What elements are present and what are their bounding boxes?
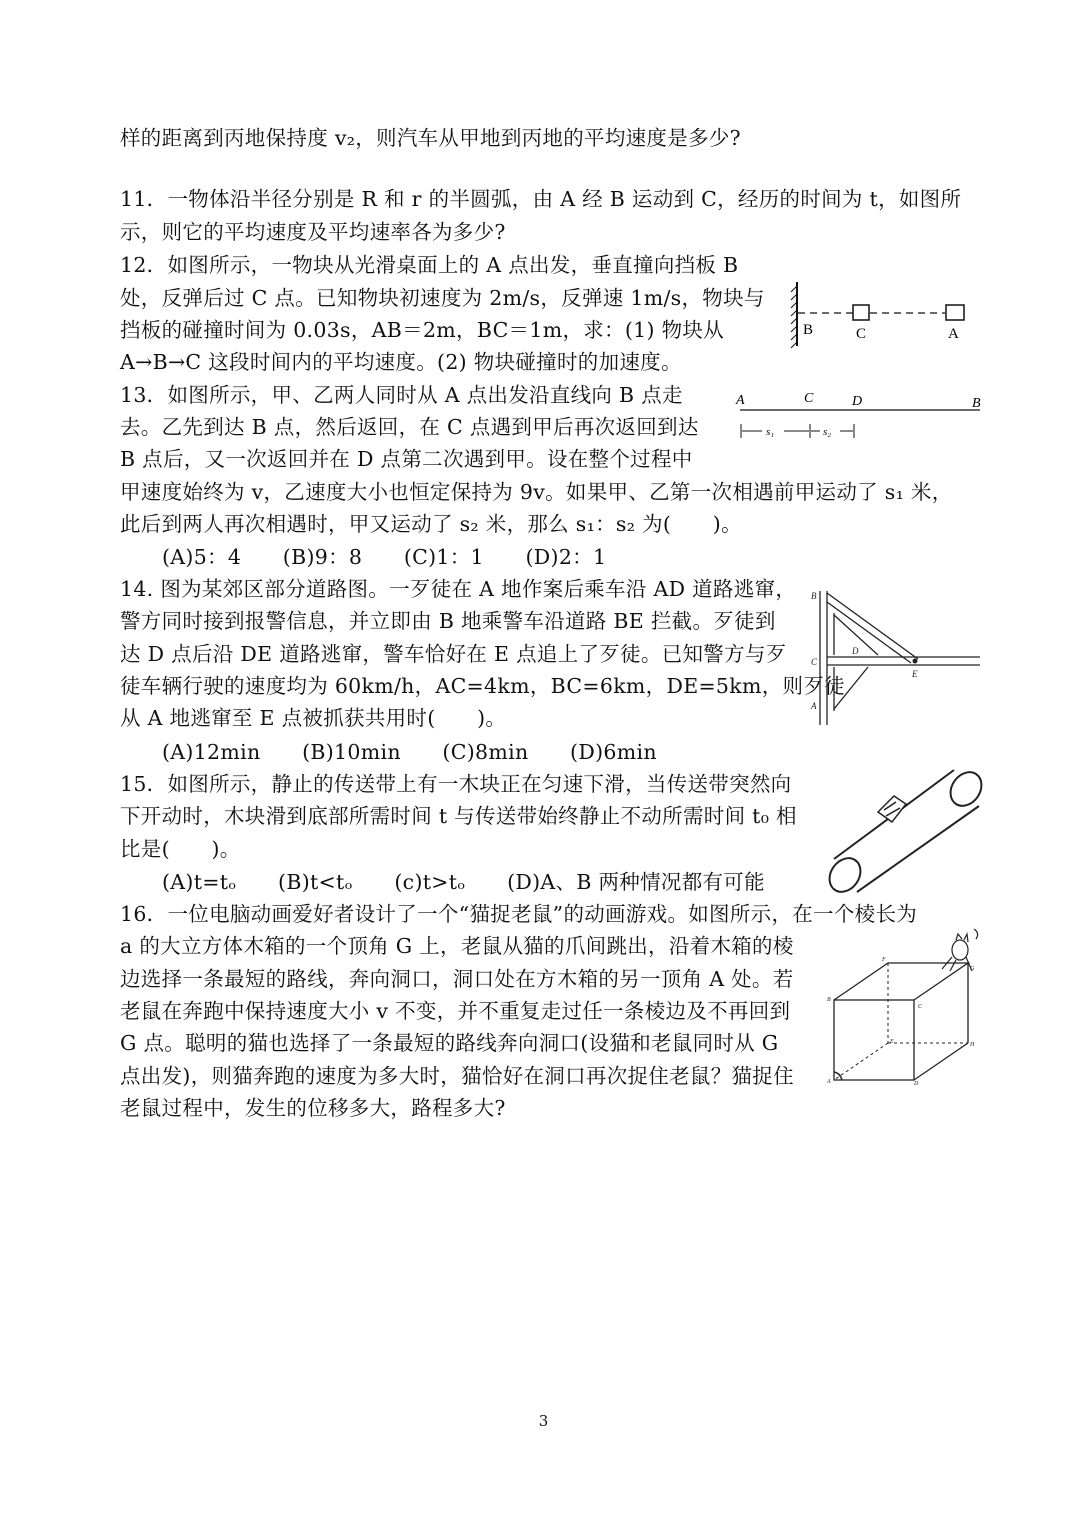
- options-13: (A)5：4 (B)9：8 (C)1：1 (D)2：1: [162, 545, 607, 569]
- figure-16: [826, 925, 986, 1085]
- label-b: B: [827, 997, 831, 1003]
- label-c: C: [804, 391, 814, 406]
- label-e: E: [912, 669, 918, 679]
- label-s1: s₁: [766, 426, 775, 438]
- page-number: 3: [538, 1412, 549, 1430]
- label-d: D: [914, 1081, 919, 1085]
- question-11: 11．一物体沿半径分别是 R 和 r 的半圆弧，由 A 经 B 运动到 C，经历的时间为 t，如图所: [120, 187, 962, 211]
- text-line: A→B→C 这段时间内的平均速度。(2) 物块碰撞时的加速度。: [120, 350, 682, 374]
- figure-12: [785, 278, 975, 350]
- text-line: 老鼠在奔跑中保持速度大小 v 不变，并不重复走过任一条棱边及不再回到: [120, 999, 791, 1023]
- text-line: 边选择一条最短的路线，奔向洞口，洞口处在方木箱的另一顶角 A 处。若: [120, 967, 794, 991]
- figure-14: [808, 585, 986, 730]
- label-s2: s₂: [823, 426, 832, 438]
- label-b: B: [803, 322, 814, 338]
- label-a: A: [827, 1079, 831, 1085]
- text-line: 达 D 点后沿 DE 道路逃窜，警车恰好在 E 点追上了歹徒。已知警方与歹: [120, 642, 787, 666]
- text-line: 徒车辆行驶的速度均为 60km/h，AC=4km，BC=6km，DE=5km，则歹徒: [120, 674, 845, 698]
- text-line: 从 A 地逃窜至 E 点被抓获共用时( )。: [120, 706, 507, 730]
- label-b: B: [972, 396, 981, 411]
- question-15: 15．如图所示，静止的传送带上有一木块正在匀速下滑，当传送带突然向: [120, 772, 792, 796]
- text-line: 老鼠过程中，发生的位移多大，路程多大?: [120, 1096, 506, 1120]
- text-line: 处，反弹后过 C 点。已知物块初速度为 2m/s，反弹速 1m/s，物块与: [120, 286, 765, 310]
- figure-15: [826, 764, 986, 899]
- label-g: G: [970, 966, 975, 972]
- label-c: C: [918, 1004, 923, 1010]
- text-line: 甲速度始终为 v，乙速度大小也恒定保持为 9v。如果甲、乙第一次相遇前甲运动了 s₁ 米，: [120, 480, 953, 504]
- options-14: (A)12min (B)10min (C)8min (D)6min: [162, 740, 657, 764]
- label-a: A: [811, 701, 817, 711]
- question-16: 16．一位电脑动画爱好者设计了一个“猫捉老鼠”的动画游戏。如图所示，在一个棱长为: [120, 902, 918, 926]
- text-line: 下开动时，木块滑到底部所需时间 t 与传送带始终静止不动所需时间 t₀ 相: [120, 804, 797, 828]
- text-line: 警方同时接到报警信息，并立即由 B 地乘警车沿道路 BE 拦截。歹徒到: [120, 609, 776, 633]
- text-line: 样的距离到丙地保持度 v₂，则汽车从甲地到丙地的平均速度是多少?: [120, 126, 741, 150]
- text-line: 去。乙先到达 B 点，然后返回，在 C 点遇到甲后再次返回到达: [120, 415, 699, 439]
- text-line: 此后到两人再次相遇时，甲又运动了 s₂ 米，那么 s₁：s₂ 为( )。: [120, 512, 742, 536]
- label-d: D: [852, 646, 859, 656]
- text-line: a 的大立方体木箱的一个顶角 G 上，老鼠从猫的爪间跳出，沿着木箱的棱: [120, 934, 794, 958]
- options-15: (A)t=tₒ (B)t<tₒ (c)t>tₒ (D)A、B 两种情况都有可能: [162, 870, 765, 894]
- figure-13: [732, 388, 987, 446]
- question-14: 14. 图为某郊区部分道路图。一歹徒在 A 地作案后乘车沿 AD 道路逃窜，: [120, 577, 797, 601]
- label-c: C: [811, 657, 818, 667]
- text-line: 比是( )。: [120, 837, 241, 861]
- label-f: F: [882, 957, 886, 963]
- text-line: G 点。聪明的猫也选择了一条最短的路线奔向洞口(设猫和老鼠同时从 G: [120, 1031, 779, 1055]
- text-line: B 点后，又一次返回并在 D 点第二次遇到甲。设在整个过程中: [120, 447, 693, 471]
- text-line: 示，则它的平均速度及平均速率各为多少?: [120, 220, 506, 244]
- label-b: B: [811, 591, 817, 601]
- text-line: 挡板的碰撞时间为 0.03s，AB＝2m，BC＝1m，求：(1) 物块从: [120, 318, 724, 342]
- label-e: E: [890, 1039, 894, 1045]
- label-c: C: [856, 326, 867, 342]
- label-a: A: [736, 393, 745, 408]
- question-13: 13．如图所示，甲、乙两人同时从 A 点出发沿直线向 B 点走: [120, 383, 683, 407]
- question-12: 12．如图所示，一物块从光滑桌面上的 A 点出发，垂直撞向挡板 B: [120, 253, 739, 277]
- label-d: D: [852, 394, 863, 409]
- label-a: A: [948, 326, 959, 342]
- text-line: 点出发)，则猫奔跑的速度为多大时，猫恰好在洞口再次捉住老鼠？猫捉住: [120, 1064, 794, 1088]
- label-h: H: [970, 1042, 975, 1048]
